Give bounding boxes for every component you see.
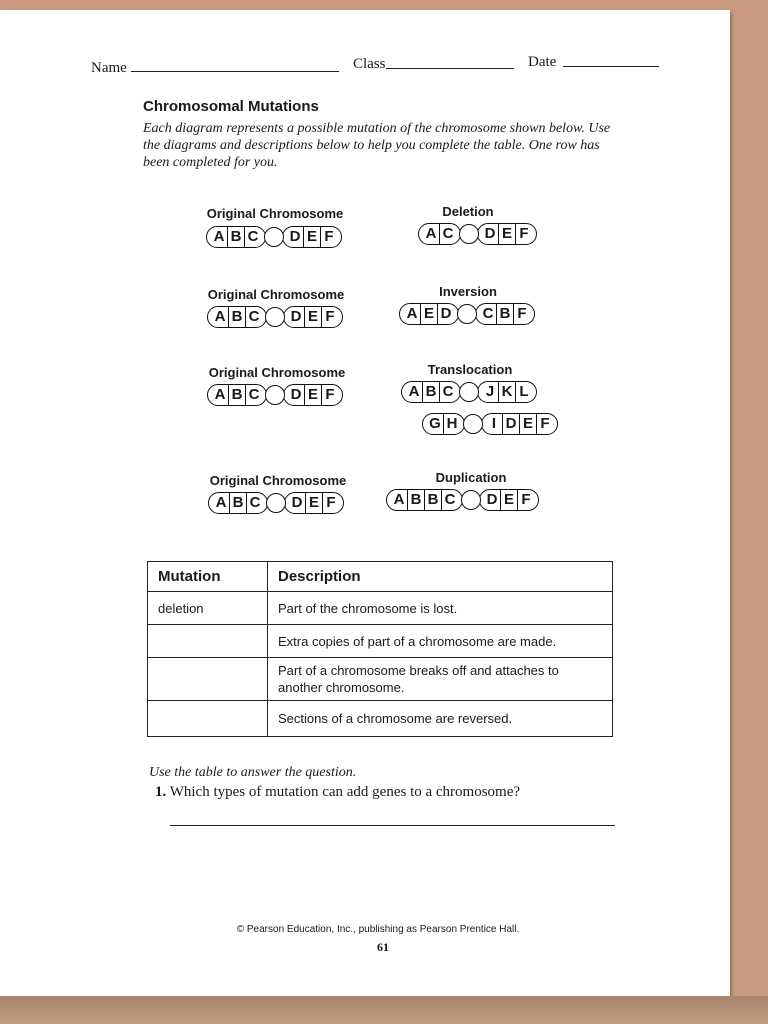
class-label: Class [353, 56, 386, 72]
right-arm [283, 306, 343, 328]
left-arm [418, 223, 461, 245]
left-arm [207, 384, 267, 406]
duplication-caption: Duplication [435, 470, 507, 485]
gene-b: B [407, 490, 424, 510]
gene-e: E [500, 490, 517, 510]
deletion-caption: Deletion [442, 204, 494, 219]
table-row [148, 658, 613, 701]
gene-b: B [229, 493, 246, 513]
description-column-header: Description [268, 562, 613, 592]
gene-e: E [498, 224, 515, 244]
gene-b: B [228, 385, 245, 405]
gene-c: C [439, 382, 460, 402]
gene-f: F [321, 307, 342, 327]
gene-a: A [393, 491, 405, 508]
centromere [457, 304, 477, 324]
translocation-caption: Translocation [427, 362, 513, 377]
table-row [148, 625, 613, 658]
question-number: 1. [155, 784, 167, 800]
name-label: Name [91, 60, 127, 76]
gene-b: B [496, 304, 513, 324]
gene-f: F [320, 227, 341, 247]
left-arm [401, 381, 461, 403]
original-caption: Original Chromosome [207, 287, 345, 302]
copyright-notice: © Pearson Education, Inc., publishing as Pearson Prentice Hall. [236, 924, 520, 935]
page-title: Chromosomal Mutations [143, 98, 319, 115]
class-field[interactable] [386, 68, 514, 69]
gene-d: D [437, 304, 458, 324]
gene-a: A [215, 494, 227, 511]
table-row [148, 592, 613, 625]
right-arm [283, 384, 343, 406]
gene-d: D [290, 386, 302, 403]
gene-a: A [214, 386, 226, 403]
date-field[interactable] [563, 66, 659, 67]
original-caption: Original Chromosome [208, 365, 346, 380]
background-edge [0, 996, 768, 1024]
answer-line[interactable] [170, 825, 615, 826]
gene-a: A [406, 305, 418, 322]
original-chromosome [208, 492, 344, 514]
gene-j: J [485, 383, 495, 400]
right-arm [479, 489, 539, 511]
gene-d: D [486, 491, 498, 508]
gene-c: C [245, 307, 266, 327]
right-arm [477, 223, 537, 245]
gene-c: C [244, 227, 265, 247]
gene-b: B [228, 307, 245, 327]
right-arm [475, 303, 535, 325]
gene-h: H [443, 414, 464, 434]
centromere [265, 307, 285, 327]
table-row [148, 701, 613, 737]
gene-a: A [213, 228, 225, 245]
gene-g: G [429, 415, 441, 432]
gene-e: E [304, 307, 321, 327]
gene-a: A [214, 308, 226, 325]
left-arm [207, 306, 267, 328]
mutation-column-header: Mutation [148, 562, 268, 592]
left-arm [208, 492, 268, 514]
gene-f: F [321, 385, 342, 405]
date-label: Date [528, 54, 557, 70]
original-chromosome [207, 306, 343, 328]
gene-c: C [246, 493, 267, 513]
centromere [459, 382, 479, 402]
right-arm [477, 381, 537, 403]
mutation-cell[interactable] [148, 658, 268, 701]
gene-f: F [517, 490, 538, 510]
original-caption: Original Chromosome [209, 473, 347, 488]
gene-c: C [482, 305, 494, 322]
mutation-cell[interactable] [148, 625, 268, 658]
gene-f: F [536, 414, 557, 434]
description-cell: Part of the chromosome is lost. [268, 592, 613, 625]
original-chromosome [207, 384, 343, 406]
gene-c: C [439, 224, 460, 244]
mutation-cell[interactable]: deletion [148, 592, 268, 625]
gene-c: C [441, 490, 462, 510]
description-cell: Part of a chromosome breaks off and attaches to another chromosome. [268, 658, 613, 701]
gene-d: D [484, 225, 496, 242]
gene-d: D [289, 228, 301, 245]
gene-f: F [322, 493, 343, 513]
original-chromosome [206, 226, 342, 248]
centromere [459, 224, 479, 244]
centromere [266, 493, 286, 513]
intro-text: Each diagram represents a possible mutation of the chromosome shown below. Use the diagrams and descriptions below to help you complete the table. One row has been completed for you. [143, 121, 611, 170]
question-instruction: Use the table to answer the question. [149, 765, 357, 780]
translocation-chromosome-2 [422, 413, 558, 435]
question-text: Which types of mutation can add genes to a chromosome? [169, 784, 521, 800]
original-caption: Original Chromosome [206, 206, 344, 221]
gene-l: L [515, 382, 536, 402]
question-1 [155, 784, 520, 801]
gene-e: E [304, 385, 321, 405]
worksheet-page [0, 10, 730, 996]
inversion-caption: Inversion [439, 284, 497, 299]
centromere [264, 227, 284, 247]
gene-e: E [519, 414, 536, 434]
left-arm [206, 226, 266, 248]
left-arm [386, 489, 463, 511]
gene-e: E [420, 304, 437, 324]
mutation-table [147, 561, 613, 737]
table-header-row [148, 562, 613, 592]
gene-k: K [498, 382, 515, 402]
gene-e: E [305, 493, 322, 513]
centromere [265, 385, 285, 405]
left-arm [422, 413, 465, 435]
inversion-chromosome [399, 303, 535, 325]
duplication-chromosome [386, 489, 539, 511]
right-arm [284, 492, 344, 514]
gene-f: F [515, 224, 536, 244]
description-cell: Extra copies of part of a chromosome are made. [268, 625, 613, 658]
page-number: 61 [377, 940, 389, 954]
mutation-cell[interactable] [148, 701, 268, 737]
right-arm [481, 413, 558, 435]
translocation-chromosome-1 [401, 381, 537, 403]
gene-b: B [422, 382, 439, 402]
gene-d: D [290, 308, 302, 325]
gene-d: D [502, 414, 519, 434]
gene-d: D [291, 494, 303, 511]
gene-a: A [408, 383, 420, 400]
deletion-chromosome [418, 223, 537, 245]
centromere [463, 414, 483, 434]
gene-b: B [424, 490, 441, 510]
centromere [461, 490, 481, 510]
left-arm [399, 303, 459, 325]
gene-b: B [227, 227, 244, 247]
name-field[interactable] [131, 71, 339, 72]
description-cell: Sections of a chromosome are reversed. [268, 701, 613, 737]
gene-i: I [491, 415, 497, 432]
gene-f: F [513, 304, 534, 324]
gene-a: A [425, 225, 437, 242]
gene-c: C [245, 385, 266, 405]
gene-e: E [303, 227, 320, 247]
right-arm [282, 226, 342, 248]
